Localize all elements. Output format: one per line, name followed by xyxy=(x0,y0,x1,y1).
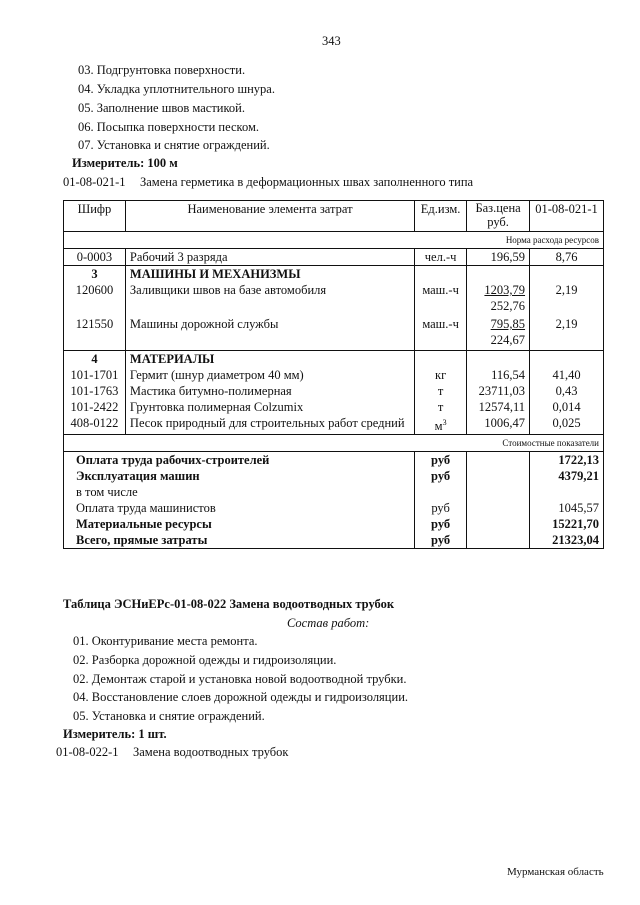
cost-value: 15221,70 xyxy=(530,516,604,532)
section-row xyxy=(64,351,604,368)
cell-price: 12574,11 xyxy=(467,399,530,415)
cost-value: 1722,13 xyxy=(530,452,604,469)
step-item: 05. Установка и снятие ограждений. xyxy=(73,709,265,723)
cell-unit: кг xyxy=(415,367,467,383)
cost-row xyxy=(64,532,604,549)
cell-code: 408-0122 xyxy=(64,415,126,435)
section-number: 4 xyxy=(64,351,126,368)
table-row xyxy=(64,415,604,435)
cost-label-row xyxy=(64,435,604,452)
cost-value: 1045,57 xyxy=(530,500,604,516)
cell-name: Гермит (шнур диаметром 40 мм) xyxy=(125,367,414,383)
table-row xyxy=(64,399,604,415)
cost-name: Эксплуатация машин xyxy=(64,468,415,484)
cell-price: 1203,79 xyxy=(484,283,526,297)
cell-unit xyxy=(415,415,467,435)
cost-name: Всего, прямые затраты xyxy=(64,532,415,549)
cell-value: 41,40 xyxy=(530,367,604,383)
table-row xyxy=(64,367,604,383)
cell-code: 101-1701 xyxy=(64,367,126,383)
item-code: 01-08-021-1 xyxy=(63,175,126,189)
cell-name: Песок природный для строительных работ средний xyxy=(125,415,414,435)
step-item: 02. Разборка дорожной одежды и гидроизоляции. xyxy=(73,653,337,667)
table-row xyxy=(64,316,604,351)
cost-label: Стоимостные показатели xyxy=(467,435,604,452)
step-item: 03. Подгрунтовка поверхности. xyxy=(78,63,246,77)
cell-name: Рабочий 3 разряда xyxy=(125,249,414,266)
norm-row xyxy=(64,232,604,249)
header-code: Шифр xyxy=(64,201,126,232)
header-price: Баз.цена руб. xyxy=(467,201,530,232)
cost-row xyxy=(64,516,604,532)
cost-name: Оплата труда рабочих-строителей xyxy=(64,452,415,469)
cell-value: 0,43 xyxy=(530,383,604,399)
item-title: Замена герметика в деформационных швах заполненного типа xyxy=(140,175,474,189)
cell-name: Грунтовка полимерная Colzumix xyxy=(125,399,414,415)
cell-price: 196,59 xyxy=(467,249,530,266)
cell-name: Заливщики швов на базе автомобиля xyxy=(125,282,414,316)
cell-price-secondary: 252,76 xyxy=(490,299,526,313)
cell-unit: маш.-ч xyxy=(415,282,467,316)
cost-row xyxy=(64,500,604,516)
header-name: Наименование элемента затрат xyxy=(125,201,414,232)
cell-code: 0-0003 xyxy=(64,249,126,266)
cell-price: 795,85 xyxy=(490,317,526,331)
cell-value: 0,025 xyxy=(530,415,604,435)
page-number: 343 xyxy=(322,34,341,48)
step-item: 04. Восстановление слоев дорожной одежды и гидроизоляции. xyxy=(73,690,409,704)
cell-unit: чел.-ч xyxy=(415,249,467,266)
cost-unit: руб xyxy=(415,532,467,549)
step-item: 01. Оконтуривание места ремонта. xyxy=(73,634,258,648)
header-column: 01-08-021-1 xyxy=(530,201,604,232)
cell-price: 116,54 xyxy=(467,367,530,383)
unit-superscript: 3 xyxy=(442,418,447,427)
cost-row xyxy=(64,484,604,500)
resource-table xyxy=(63,200,604,549)
footer-region: Мурманская область xyxy=(507,866,604,878)
measure-label: Измеритель: 1 шт. xyxy=(63,727,167,741)
unit-text: м xyxy=(434,419,443,434)
cost-name: Материальные ресурсы xyxy=(64,516,415,532)
cell-value: 8,76 xyxy=(530,249,604,266)
composition-heading: Состав работ: xyxy=(287,616,370,630)
cell-code: 101-2422 xyxy=(64,399,126,415)
step-item: 07. Установка и снятие ограждений. xyxy=(78,138,270,152)
table-row xyxy=(64,249,604,266)
cost-name: Оплата труда машинистов xyxy=(64,500,415,516)
item-title: Замена водоотводных трубок xyxy=(133,745,289,759)
cell-value: 2,19 xyxy=(530,282,604,316)
cell-value: 2,19 xyxy=(530,316,604,351)
step-item: 06. Посыпка поверхности песком. xyxy=(78,120,260,134)
section-number: 3 xyxy=(64,266,126,283)
cell-code: 121550 xyxy=(64,316,126,351)
step-item: 04. Укладка уплотнительного шнура. xyxy=(78,82,275,96)
step-item: 05. Заполнение швов мастикой. xyxy=(78,101,245,115)
cell-code: 120600 xyxy=(64,282,126,316)
cost-row xyxy=(64,468,604,484)
table-title: Таблица ЭСНиЕРс-01-08-022 Замена водоотводных трубок xyxy=(63,597,395,611)
cost-value: 4379,21 xyxy=(530,468,604,484)
cost-unit: руб xyxy=(415,452,467,469)
cell-unit: маш.-ч xyxy=(415,316,467,351)
cost-row xyxy=(64,452,604,469)
cell-price-secondary: 224,67 xyxy=(490,333,526,347)
header-unit: Ед.изм. xyxy=(415,201,467,232)
cell-price: 23711,03 xyxy=(467,383,530,399)
cell-name: Мастика битумно-полимерная xyxy=(125,383,414,399)
cell-value: 0,014 xyxy=(530,399,604,415)
section-row xyxy=(64,266,604,283)
cost-unit: руб xyxy=(415,500,467,516)
step-item: 02. Демонтаж старой и установка новой водоотводной трубки. xyxy=(73,672,407,686)
cost-value: 21323,04 xyxy=(530,532,604,549)
cell-name: Машины дорожной службы xyxy=(125,316,414,351)
section-title: МАТЕРИАЛЫ xyxy=(125,351,414,368)
cell-price: 1006,47 xyxy=(467,415,530,435)
table-row xyxy=(64,383,604,399)
cost-unit: руб xyxy=(415,516,467,532)
item-code: 01-08-022-1 xyxy=(56,745,119,759)
cell-code: 101-1763 xyxy=(64,383,126,399)
cost-name: в том числе xyxy=(64,484,415,500)
cell-unit: т xyxy=(415,383,467,399)
cell-unit: т xyxy=(415,399,467,415)
norm-label: Норма расхода ресурсов xyxy=(467,232,604,249)
table-header xyxy=(64,201,604,232)
cost-unit: руб xyxy=(415,468,467,484)
table-row xyxy=(64,282,604,316)
section-title: МАШИНЫ И МЕХАНИЗМЫ xyxy=(125,266,414,283)
measure-label: Измеритель: 100 м xyxy=(72,156,178,170)
